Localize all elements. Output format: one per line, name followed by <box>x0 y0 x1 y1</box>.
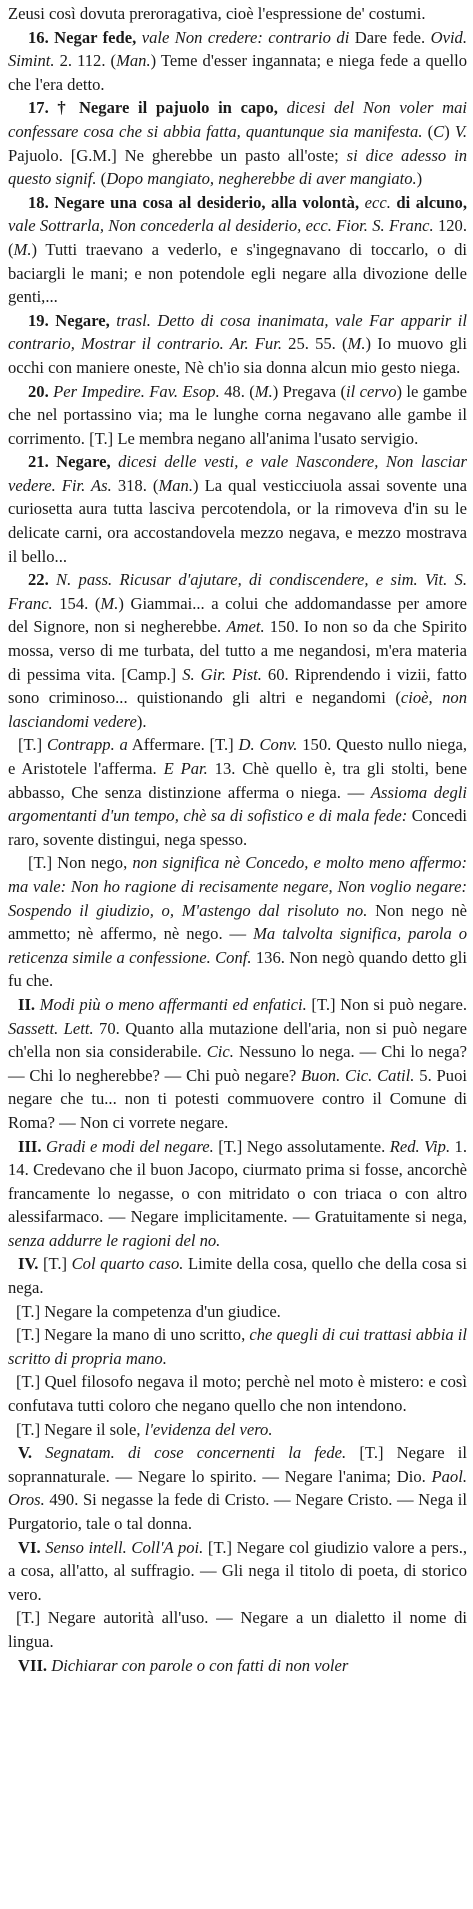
entry-paragraph: II. Modi più o meno affermanti ed enfatici. [T.] Non si può negare. Sassett. Lett. 70. Quanto alla mutazione dell'aria, non si può negare ch'ella non sia considerabile. Cic. Nessuno lo nega. — Chi lo nega? — Chi lo negherebbe? — Chi può negare? Buon. Cic. Catil. 5. Puoi negare che tu... non ti potesti commuovere contro il Comune di Roma? — Non ci vorrete negare. <box>8 994 468 1132</box>
entry-paragraph: [T.] Negare la mano di uno scritto, che quegli di cui trattasi abbia il scritto di propria mano. <box>8 1325 467 1368</box>
entry-paragraph: 20. Per Impedire. Fav. Esop. 48. (M.) Pregava (il cervo) le gambe che nel portassino via; ma le lunghe corna negavano alle gambe il corrimento. [T.] Le membra negano all'anima l'usato servigio. <box>8 381 467 448</box>
entry-paragraph: [T.] Negare autorità all'uso. — Negare a un dialetto il nome di lingua. <box>8 1608 467 1651</box>
entry-paragraph: 17. † Negare il pajuolo in capo, dicesi del Non voler mai confessare cosa che si abbia fatta, quantunque sia manifesta. (C) V. Pajuolo. [G.M.] Ne gherebbe un pasto all'oste; si dice adesso in questo signif. (Dopo mangiato, negherebbe di aver mangiato.) <box>8 98 467 189</box>
entry-paragraph: [T.] Negare il sole, l'evidenza del vero. <box>16 1419 273 1439</box>
entry-paragraph: 16. Negar fede, vale Non credere: contrario di Dare fede. Ovid. Simint. 2. 112. (Man.) Teme d'esser ingannata; e niega fede a quello che l'era detto. <box>8 27 468 94</box>
entry-paragraph: IV. [T.] Col quarto caso. Limite della cosa, quello che della cosa si nega. <box>8 1254 467 1298</box>
entry-paragraph: [T.] Contrapp. a Affermare. [T.] D. Conv. 150. Questo nullo niega, e Aristotele l'afferma. E Par. 13. Chè quello è, tra gli stolti, bene abbasso, Che senza distinzione afferma o niega. — Assioma degli argomentanti d'un tempo, chè sa di sofistico e di mala fede: Concedi raro, sovente distingui, nega spesso. <box>8 735 468 849</box>
entry-paragraph: 22. N. pass. Ricusar d'ajutare, di condiscendere, e sim. Vit. S. Franc. 154. (M.) Giammai... a colui che addomandasse per amore del Signore, non si negherebbe. Amet. 150. Io non so da che Spirito mossa, verso di me turbata, del tutto a me negandosi, m'era materia di pessima vita. [Camp.] S. Gir. Pist. 60. Riprendendo i vizii, fatto sono criminoso... quistionando gli altri e negandomi (cioè, non lasciandomi vedere). <box>8 570 467 731</box>
entry-paragraph: Zeusi così dovuta preroragativa, cioè l'espressione de' costumi. <box>8 4 426 23</box>
entry-paragraph: 18. Negare una cosa al desiderio, alla volontà, ecc. di alcuno, vale Sottrarla, Non concederla al desiderio, ecc. Fior. S. Franc. 120. (M.) Tutti traevano a vederlo, e s'ingegnavano di toccarlo, o di baciargli le mani; e non potendole egli negare alla divozione delle genti,... <box>8 192 467 307</box>
entry-paragraph: 21. Negare, dicesi delle vesti, e vale Nascondere, Non lasciar vedere. Fir. As. 318. (Man.) La qual vesticciuola assai sovente una curiosetta aura tutta lasciva percotendola, or la rimoveva d'in su le delicate carni, ora accostandovela mezzo negava, e mezzo mostrava il bello... <box>8 452 467 566</box>
entry-paragraph: [T.] Quel filosofo negava il moto; perchè nel moto è mistero: e così confutava tutti coloro che negano quello che non intendono. <box>8 1372 467 1416</box>
entry-paragraph: [T.] Negare la competenza d'un giudice. <box>16 1301 281 1321</box>
entry-paragraph: [T.] Non nego, non significa nè Concedo, e molto meno affermo: ma vale: Non ho ragione di recisamente negare, Non voglio negare: Sospendo il giudizio, o, M'astengo dal risoluto no. Non nego nè ammetto; nè affermo, nè nego. — Ma talvolta significa, parola o reticenza simile a confessione. Conf. 136. Non negò quando detto gli fu che. <box>8 853 468 991</box>
entry-paragraph: VII. Dichiarar con parole o con fatti di non voler <box>18 1655 349 1675</box>
entry-paragraph: V. Segnatam. di cose concernenti la fede. [T.] Negare il soprannaturale. — Negare lo spirito. — Negare l'anima; Dio. Paol. Oros. 490. Si negasse la fede di Cristo. — Negare Cristo. — Nega il Purgatorio, tale o tal donna. <box>8 1443 467 1533</box>
entry-paragraph: 19. Negare, trasl. Detto di cosa inanimata, vale Far apparir il contrario, Mostrar il contrario. Ar. Fur. 25. 55. (M.) Io muovo gli occhi con maniere oneste, Nè ch'io sia donna alcun mio gesto niega. <box>8 310 468 377</box>
entry-paragraph: III. Gradi e modi del negare. [T.] Nego assolutamente. Red. Vip. 1. 14. Credevano che il buon Jacopo, ciurmato prima si fosse, ancorchè francamente lo negasse, o con mitridato o con triaca o con altro alessifarmaco. — Negare implicitamente. — Gratuitamente si nega, senza addurre le ragioni del no. <box>8 1136 467 1250</box>
entry-paragraph: VI. Senso intell. Coll'A poi. [T.] Negare col giudizio valore a pers., a cosa, all'atto, al suffragio. — Gli nega il titolo di poeta, di storico vero. <box>8 1537 468 1604</box>
